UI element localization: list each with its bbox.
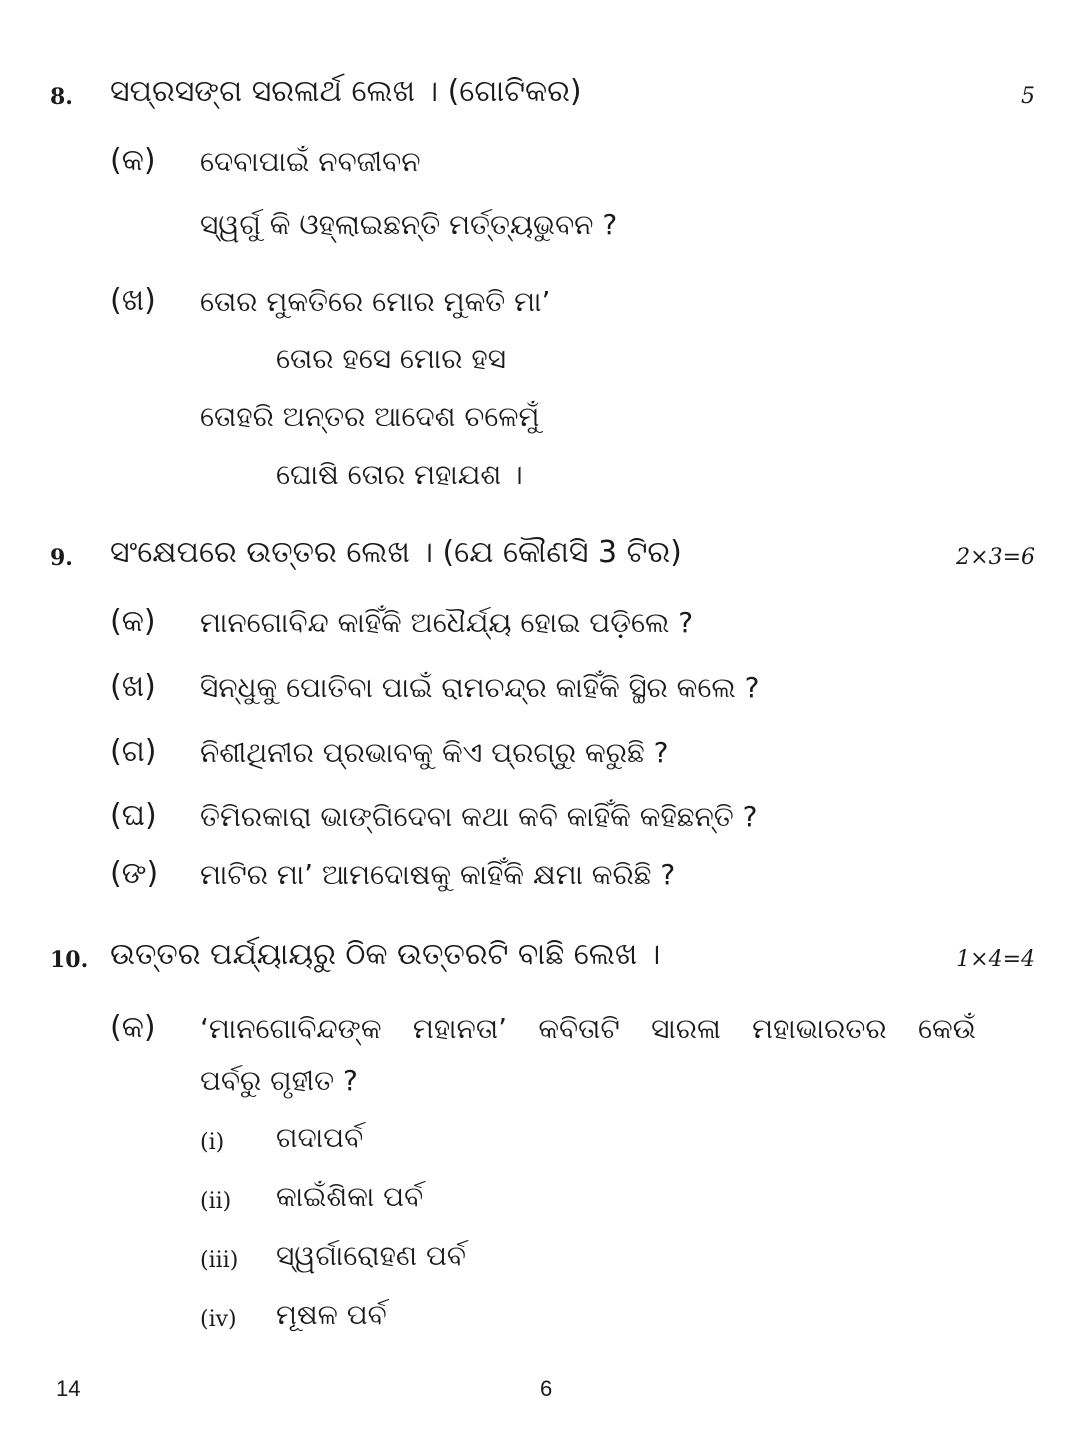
q10-word: ମହାଭାରତର bbox=[752, 1012, 887, 1045]
q10-number: 10. bbox=[50, 947, 89, 973]
q8-part-line: ଦେବାପାଇଁ ନବଜୀବନ bbox=[200, 145, 421, 178]
q9-part-label: (ଗ) bbox=[110, 734, 157, 769]
q9-part-label: (ଙ) bbox=[110, 856, 159, 891]
q9-number: 9. bbox=[50, 545, 73, 571]
q10-word: ସାରଳା bbox=[651, 1012, 721, 1045]
q9-part-text: ସିନ୍ଧୁକୁ ପୋତିବା ପାଇଁ ରାମଚନ୍ଦ୍ର କାହିଁକି ସ୍ଥିର କଲେ ? bbox=[200, 671, 760, 704]
q8-part-line: ଘୋଷି ତୋର ମହାଯଶ । bbox=[276, 458, 523, 491]
q10-part-line-2: ପର୍ବରୁ ଗୃହୀତ ? bbox=[200, 1064, 358, 1097]
q10-part-label: (କ) bbox=[110, 1010, 156, 1045]
q10-part-line-1 bbox=[200, 1012, 976, 1046]
option-number: (iv) bbox=[200, 1307, 237, 1332]
option-text: ସ୍ୱର୍ଗାରୋହଣ ପର୍ବ bbox=[276, 1239, 467, 1272]
q10-word: ‘ମାନଗୋବିନ୍ଦଙ୍କ bbox=[200, 1012, 382, 1045]
q10-word: କବିତାଟି bbox=[538, 1012, 620, 1045]
paper-code: 14 bbox=[56, 1376, 81, 1401]
page-number: 6 bbox=[540, 1376, 553, 1401]
q8-part-label: (ଖ) bbox=[110, 283, 156, 318]
q9-marks: 2×3=6 bbox=[956, 545, 1035, 570]
option-number: (ii) bbox=[200, 1189, 232, 1214]
option-text: କାଇଁଶିକା ପର୍ବ bbox=[276, 1180, 424, 1213]
q10-marks: 1×4=4 bbox=[956, 947, 1035, 972]
q8-number: 8. bbox=[50, 84, 73, 110]
q8-marks: 5 bbox=[1021, 84, 1035, 109]
q10-word: କେଉଁ bbox=[917, 1012, 976, 1045]
q9-part-text: ମାଟିର ମା’ ଆମଦୋଷକୁ କାହିଁକି କ୍ଷମା କରିଛି ? bbox=[200, 858, 676, 891]
q10-stem: ଉତ୍ତର ପର୍ଯ୍ୟାୟରୁ ଠିକ ଉତ୍ତରଟି ବାଛି ଲେଖ । bbox=[110, 937, 661, 972]
q8-part-line: ତୋହରି ଅନ୍ତର ଆଦେଶ ଚଳେମୁଁ bbox=[200, 400, 540, 433]
q9-part-label: (ଖ) bbox=[110, 669, 156, 704]
option-number: (iii) bbox=[200, 1248, 239, 1273]
option-number: (i) bbox=[200, 1130, 225, 1155]
q9-part-text: ମାନଗୋବିନ୍ଦ କାହିଁକି ଅଧୈର୍ଯ୍ୟ ହୋଇ ପଡ଼ିଲେ ? bbox=[200, 606, 694, 639]
option-text: ଗଦାପର୍ବ bbox=[276, 1121, 364, 1154]
q8-part-label: (କ) bbox=[110, 143, 156, 178]
q8-part-line: ତୋର ମୁକତିରେ ମୋର ମୁକତି ମା’ bbox=[200, 285, 551, 318]
q9-stem: ସଂକ୍ଷେପରେ ଉତ୍ତର ଲେଖ । (ଯେ କୌଣସି 3 ଟିର) bbox=[110, 535, 682, 570]
q8-part-line: ସ୍ୱର୍ଗୁ କି ଓହ୍ଲାଇଛନ୍ତି ମର୍ତ୍ତ୍ୟଭୁବନ ? bbox=[200, 208, 618, 241]
q8-stem: ସପ୍ରସଙ୍ଗ ସରଳାର୍ଥ ଲେଖ । (ଗୋଟିକର) bbox=[110, 74, 582, 109]
q9-part-label: (କ) bbox=[110, 604, 156, 639]
q8-part-line: ତୋର ହସେ ମୋର ହସ bbox=[276, 342, 506, 375]
q10-word: ମହାନତା’ bbox=[412, 1012, 507, 1045]
q9-part-text: ତିମିରକାରା ଭାଙ୍ଗିଦେବା କଥା କବି କାହିଁକି କହିଛନ୍ତି ? bbox=[200, 800, 758, 833]
option-text: ମୂଷଳ ପର୍ବ bbox=[276, 1298, 387, 1331]
q9-part-text: ନିଶୀଥିନୀର ପ୍ରଭାବକୁ କିଏ ପ୍ରଗ୍ରୁ କରୁଛି ? bbox=[200, 736, 669, 769]
q9-part-label: (ଘ) bbox=[110, 798, 157, 833]
